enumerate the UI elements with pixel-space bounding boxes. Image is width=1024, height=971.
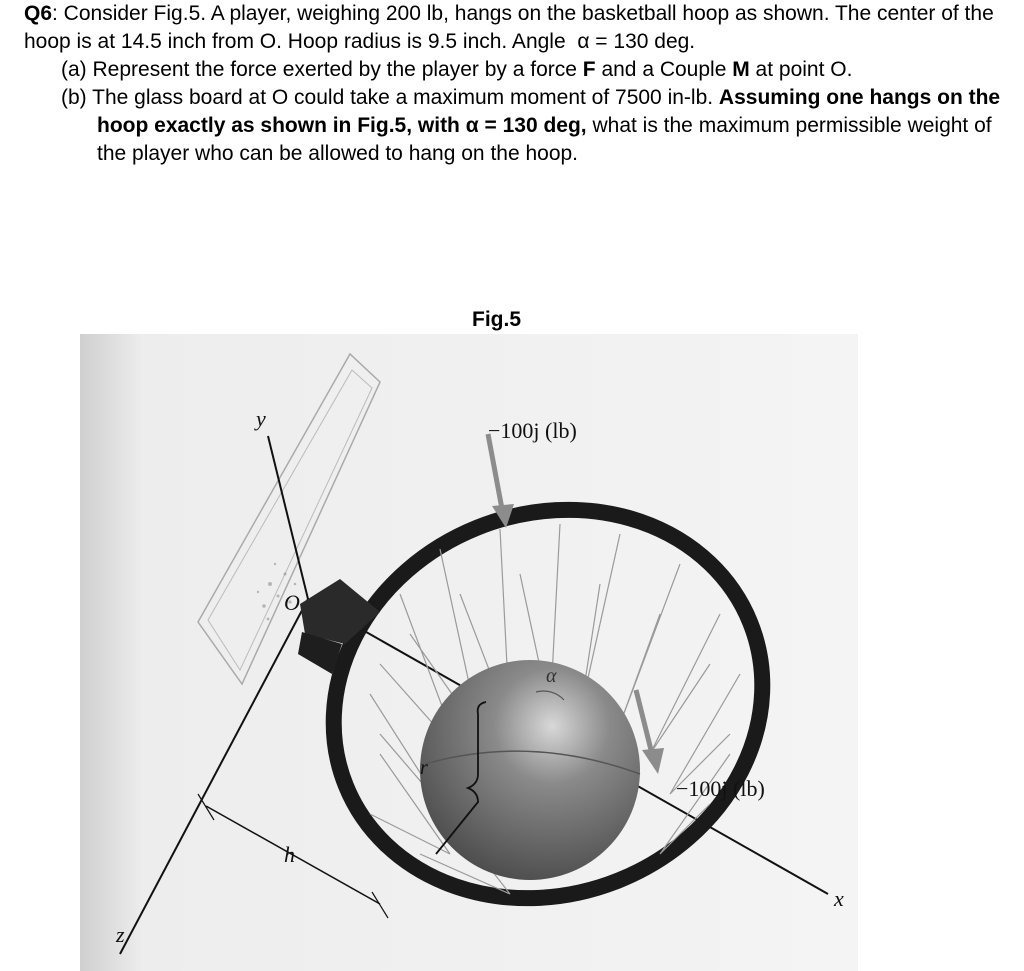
part-a: (a) Represent the force exerted by the player by a force F and a Couple M at point O.: [61, 58, 853, 81]
label-alpha: α: [546, 665, 557, 687]
force-label-right: −100j (lb): [676, 776, 765, 801]
label-r: r: [420, 757, 428, 779]
alpha-symbol: α: [577, 30, 590, 53]
figure-5-diagram: [80, 334, 858, 971]
label-y: y: [256, 406, 266, 431]
label-z: z: [116, 922, 125, 947]
figure-title: Fig.5: [472, 308, 522, 331]
force-label-top: −100j (lb): [488, 418, 577, 443]
label-h: h: [284, 842, 295, 867]
question-id: Q6: [24, 2, 53, 25]
part-b: (b) The glass board at O could take a maximum moment of 7500 in-lb. Assuming one hangs on the hoop exactly as shown in Fig.5, with α = 130 deg, what is the maximum permissible weight of the player who can be allowed to hang on the hoop.: [61, 86, 1001, 165]
question-intro: Q6: Consider Fig.5. A player, weighing 200 lb, hangs on the basketball hoop as shown. The center of the hoop is at 14.5 inch from O. Hoop radius is 9.5 inch. Angle α = 130 deg.: [24, 2, 994, 53]
basketball: [420, 660, 640, 880]
question-text: [24, 0, 1004, 168]
question-parts: [24, 56, 1004, 168]
label-O: O: [284, 590, 300, 615]
label-x: x: [834, 886, 844, 911]
